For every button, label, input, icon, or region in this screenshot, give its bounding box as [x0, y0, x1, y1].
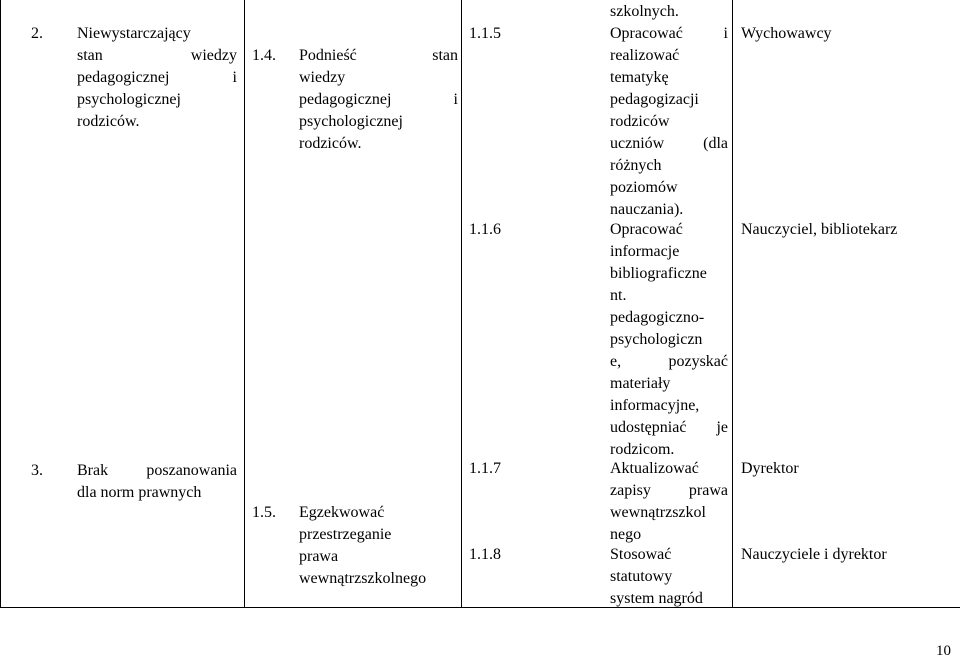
subtask-line: wewnątrzszkol — [610, 504, 706, 521]
column-divider-2 — [461, 0, 462, 608]
subtask-line: nt. — [610, 287, 627, 304]
subtask-code: 1.1.8 — [469, 546, 501, 563]
subtask-line: e, pozyskać — [610, 353, 728, 370]
subtask-description — [610, 219, 728, 461]
problem-description — [77, 460, 237, 504]
problem-line: Niewystarczający — [77, 25, 191, 42]
subtask-line: szkolnych. — [610, 3, 679, 20]
page-number: 10 — [936, 643, 951, 659]
subtask-line: statutowy — [610, 568, 673, 585]
problem-number: 2. — [31, 25, 43, 42]
problem-line: stan wiedzy — [77, 47, 237, 64]
problem-number: 3. — [31, 462, 43, 479]
responsible-person: Nauczyciele i dyrektor — [741, 546, 887, 563]
task-line: przestrzeganie — [299, 526, 392, 543]
subtask-line: nauczania). — [610, 201, 684, 218]
task-line: wiedzy — [299, 69, 346, 86]
task-description — [299, 45, 458, 155]
task-line: wewnątrzszkolnego — [299, 570, 427, 587]
task-line: prawa — [299, 548, 339, 565]
subtask-line: Aktualizować — [610, 460, 699, 477]
responsible-person: Dyrektor — [741, 460, 799, 477]
column-divider-3 — [732, 0, 733, 608]
subtask-code: 1.1.7 — [469, 460, 501, 477]
table-border-left — [0, 0, 1, 608]
subtask-description — [610, 23, 728, 221]
subtask-line: nego — [610, 526, 642, 543]
task-line: Podnieść stan — [299, 47, 458, 64]
problem-description — [77, 23, 237, 133]
subtask-line: zapisy prawa — [610, 482, 728, 499]
subtask-description — [610, 544, 728, 610]
subtask-line: Opracować i — [610, 25, 728, 42]
task-description — [299, 502, 458, 590]
subtask-description — [610, 458, 728, 546]
task-line: Egzekwować — [299, 504, 385, 521]
subtask-code: 1.1.6 — [469, 221, 501, 238]
subtask-line: informacje — [610, 243, 680, 260]
subtask-code: 1.1.5 — [469, 25, 501, 42]
task-number: 1.4. — [252, 47, 276, 64]
subtask-line: tematykę — [610, 69, 669, 86]
subtask-line: Opracować — [610, 221, 683, 238]
task-line: rodziców. — [299, 135, 362, 152]
problem-line: pedagogicznej i — [77, 69, 237, 86]
problem-line: psychologicznej — [77, 91, 181, 108]
problem-line: Brak poszanowania — [77, 462, 237, 479]
subtask-description — [610, 1, 728, 23]
subtask-line: materiały — [610, 375, 671, 392]
subtask-line: Stosować — [610, 546, 672, 563]
problem-line: rodziców. — [77, 113, 140, 130]
problem-line: dla norm prawnych — [77, 484, 202, 501]
subtask-line: realizować — [610, 47, 680, 64]
responsible-person: Nauczyciel, bibliotekarz — [741, 221, 898, 238]
subtask-line: system nagród — [610, 590, 703, 607]
responsible-person: Wychowawcy — [741, 25, 832, 42]
subtask-line: różnych — [610, 157, 662, 174]
subtask-line: rodzicom. — [610, 441, 675, 458]
subtask-line: informacyjne, — [610, 397, 700, 414]
subtask-line: pedagogizacji — [610, 91, 699, 108]
subtask-line: uczniów (dla — [610, 135, 728, 152]
subtask-line: bibliograficzne — [610, 265, 707, 282]
task-line: psychologicznej — [299, 113, 403, 130]
subtask-line: pedagogiczno- — [610, 309, 705, 326]
task-number: 1.5. — [252, 504, 276, 521]
subtask-line: udostępniać je — [610, 419, 728, 436]
column-divider-1 — [244, 0, 245, 608]
subtask-line: psychologiczn — [610, 331, 703, 348]
table-border-bottom — [0, 607, 960, 608]
subtask-line: rodziców — [610, 113, 670, 130]
task-line: pedagogicznej i — [299, 91, 458, 108]
subtask-line: poziomów — [610, 179, 678, 196]
